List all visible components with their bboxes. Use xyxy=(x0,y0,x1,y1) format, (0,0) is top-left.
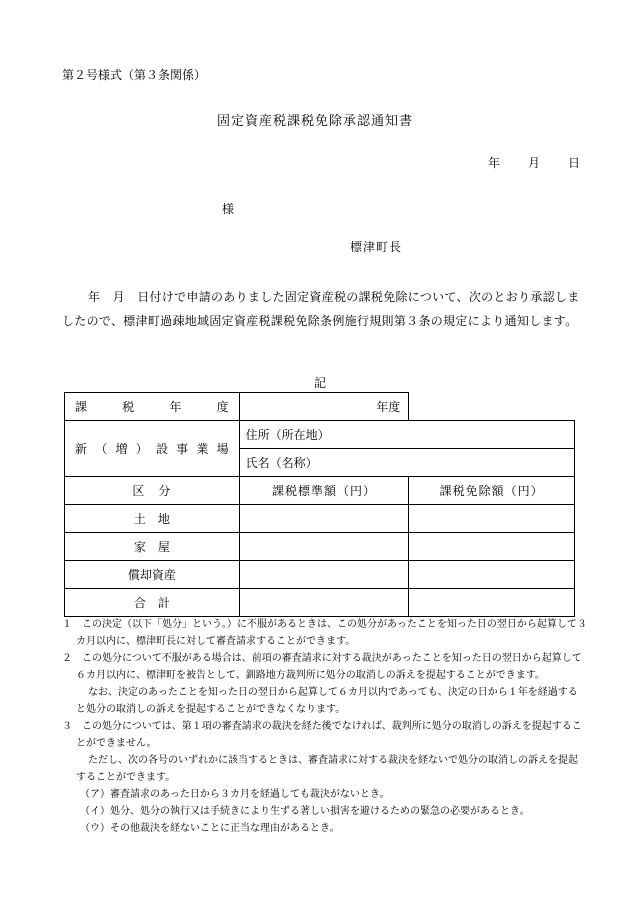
ki-heading: 記 xyxy=(314,376,327,390)
exempt-amount-cell xyxy=(409,505,575,533)
date-day-label: 日 xyxy=(568,156,581,170)
row-label-land: 土 地 xyxy=(65,505,240,533)
standard-amount-cell xyxy=(239,533,409,561)
note-paragraph: なお、決定のあったことを知った日の翌日から起算して６カ月以内であっても、決定の日から１年を経過すると処分の取消しの訴えを提起することができなくなります。 xyxy=(76,687,578,715)
body-text: 年 月 日付けで申請のありました固定資産税の課税免除について、次のとおり承認しましたので、標津町過疎地域固定資産税課税免除条例施行規則第３条の規定により通知します。 xyxy=(62,290,580,328)
category-header: 区 分 xyxy=(65,477,240,505)
standard-amount-cell xyxy=(239,505,409,533)
notes-section xyxy=(62,616,587,837)
note-item: （イ）処分、処分の執行又は手続きにより生ずる著しい損害を避けるための緊急の必要があるとき。 xyxy=(80,806,530,817)
document-title: 固定資産税課税免除承認通知書 xyxy=(216,114,413,129)
exempt-amount-cell xyxy=(409,533,575,561)
exempt-amount-header: 課税免除額（円） xyxy=(409,477,575,505)
date-line xyxy=(488,154,580,171)
address-label: 住所（所在地） xyxy=(239,421,574,449)
table-row xyxy=(65,505,575,533)
standard-amount-cell xyxy=(239,589,409,617)
row-label-depreciable-assets: 償却資産 xyxy=(65,561,240,589)
date-month-label: 月 xyxy=(528,156,541,170)
applicant-address-row xyxy=(65,421,575,449)
issuer-name: 標津町長 xyxy=(350,240,403,254)
name-label: 氏名（名称） xyxy=(239,449,574,477)
tax-year-label: 課 税 年 度 xyxy=(65,393,240,421)
applicant-label: 新（増）設事業場 xyxy=(65,421,240,477)
note-item: （ウ）その他裁決を経ないことに正当な理由があるとき。 xyxy=(80,823,340,834)
tax-year-row xyxy=(65,393,575,421)
table-row xyxy=(65,533,575,561)
note-paragraph: ただし、次の各号のいずれかに該当するときは、審査請求に対する裁決を経ないで処分の取消しの訴えを提起することができます。 xyxy=(76,755,578,783)
standard-amount-header: 課税標準額（円） xyxy=(239,477,409,505)
form-number: 第２号様式（第３条関係） xyxy=(62,68,207,82)
note-paragraph: １ この決定（以下「処分」という。）に不服があるときは、この処分があったことを知った日の翌日から起算して３カ月以内に、標津町長に対して審査請求することができます。 xyxy=(62,619,587,647)
header-row xyxy=(65,477,575,505)
empty-cell xyxy=(409,393,575,421)
exempt-amount-cell xyxy=(409,561,575,589)
table-row xyxy=(65,561,575,589)
addressee-suffix: 様 xyxy=(222,202,235,216)
table-row xyxy=(65,589,575,617)
tax-exemption-table xyxy=(64,392,575,617)
exempt-amount-cell xyxy=(409,589,575,617)
row-label-total: 合 計 xyxy=(65,589,240,617)
row-label-building: 家 屋 xyxy=(65,533,240,561)
date-year-label: 年 xyxy=(488,156,501,170)
note-paragraph: ３ この処分については、第１項の審査請求の裁決を経た後でなければ、裁判所に処分の取消しの訴えを提起することができません。 xyxy=(62,721,582,749)
note-item: （ア）審査請求のあった日から３カ月を経過しても裁決がないとき。 xyxy=(80,789,390,800)
standard-amount-cell xyxy=(239,561,409,589)
note-paragraph: ２ この処分について不服がある場合は、前項の審査請求に対する裁決があったことを知った日の翌日から起算して６カ月以内に、標津町を被告として、釧路地方裁判所に処分の取消しの訴えを提起することができます。 xyxy=(62,653,582,681)
tax-year-value: 年度 xyxy=(239,393,409,421)
